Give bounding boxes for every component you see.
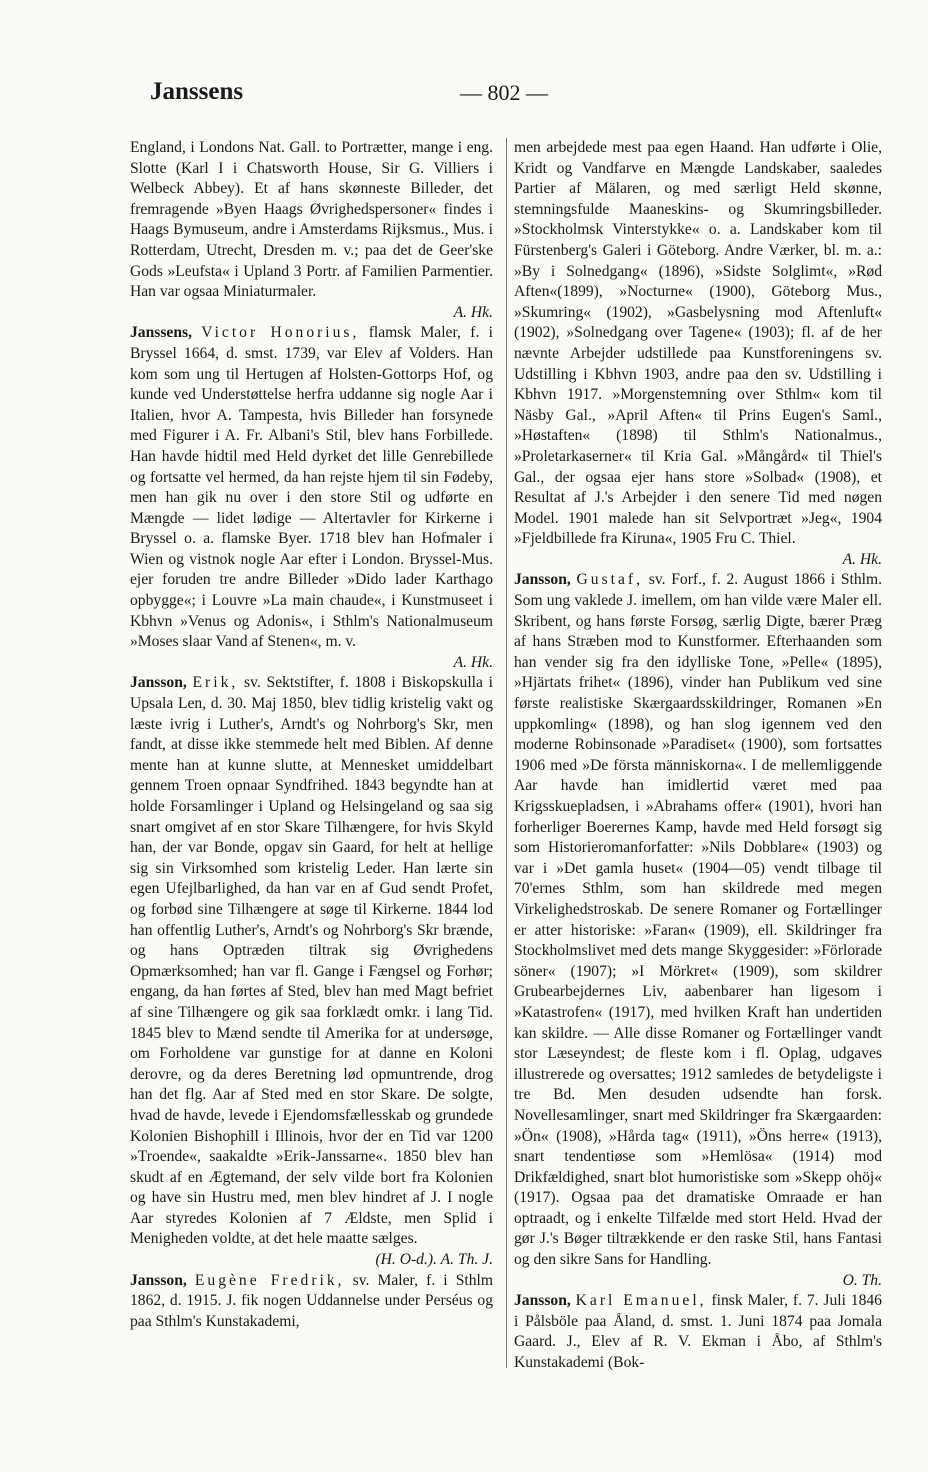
entry-text: sv. Maler, f. i Sthlm 1862, d. 1915. J. fik nogen Uddannelse under Perséus og paa Sthlm's Kunstakademi,: [130, 1271, 494, 1330]
entry-janssens-victor: [130, 323, 493, 673]
entry-jansson-gustaf: [514, 570, 882, 1291]
column-divider: [506, 138, 507, 1368]
entry-continuation: [514, 138, 882, 570]
entry-name: Eugène Fredrik,: [194, 1271, 345, 1289]
entry-signature: A. Hk.: [453, 653, 493, 671]
page-number: — 802 —: [460, 80, 548, 105]
entry-text: sv. Sektstifter, f. 1808 i Biskopskulla i Upsala Len, d. 30. Maj 1850, blev tidlig kristelig vakt og læste ivrig i Luther's, Arndt's og Nohrborg's Skr, men fandt, at disse ikke stemmede helt med Biblen. Af denne mente han at kunne slutte, at Mennesket umiddelbart gennem Troen opnaar Syndfrihed. 1843 begyndte han at holde Forsamlinger i Upland og Helsingeland og saa sig snart omgivet af en stor Skare Tilhængere, for hvis Skyld han, der var Bonde, opgav sin Gaard, for helt at hellige sig sin Virksomhed som kristelig Leder. Han lærte sin egen Ufejlbarlighed, da han var en af Gud sendt Profet, og forbød sine Tilhængere at søge til Kirkerne. 1844 lod han offentlig Luther's, Arndt's og Nohrborg's Skr brænde, og hans Optræden tiltrak sig Øvrighedens Opmærksomhed; han var fl. Gange i Fængsel og Forhør; engang, da han førtes af Sted, blev han med Magt befriet af sine Tilhængere og gik saa forklædt omkr. i lang Tid. 1845 blev to Mænd sendte til Amerika for at undersøge, om Forholdene var gunstige for at danne en Koloni derovre, og da deres Beretning lød opmuntrende, drog han det flg. Aar af Sted med en stor Skare. De solgte, hvad de havde, levede i Ejendomsfællesskab og grundede Kolonien Bishophill i Illinois, hvor der en Tid var 1200 »Troende«, saakaldte »Erik-Janssarne«. 1850 blev han skudt af en Ægtemand, der selv vilde bort fra Kolonien og have sin Hustru med, men blev hindret af J. I nogle Aar styredes Kolonien af 7 Ældste, men Splid i Menigheden voldte, at det hele maatte sælges.: [130, 674, 493, 1248]
entry-signature: A. Hk.: [842, 550, 882, 568]
entry-name: Victor Honorius,: [201, 324, 360, 342]
entry-text: men arbejdede mest paa egen Haand. Han udførte i Olie, Kridt og Vandfarve en Mængde Landskaber, saaledes Partier af Mälaren, og med særligt Held skønne, stemningsfulde Maaneskins- og Skumringsbilleder. »Stockholmsk Vinterstykke« o. a. Landskaber kom til Fürstenberg's Galeri i Göteborg. Andre Værker, bl. m. a.: »By i Solnedgang« (1896), »Sidste Solglimt«, »Rød Aften«(1899), »Nocturne« (1900), Göteborg Mus., »Skumring« (1902), »Gasbelysning mod Aftenluft« (1902), »Solnedgang over Tagene« (1903); fl. af de her nævnte Arbejder udstillede paa Kunstforeningens sv. Udstilling i Kbhvn 1903, andre paa den sv. Udstilling i Kbhvn 1917. »Morgenstemning over Sthlm« kom til Näsby Gal., »April Aften« til Prins Eugen's Saml., »Høstaften« (1898) til Sthlm's Nationalmus., »Proletarkaserner« til Kria Gal. »Mångård« til Thiel's Gal., der ogsaa ejer hans store »Solbad« (1908), et Resultat af J.'s Arbejder i den senere Tid med nøgen Model. 1901 malede han sit Selvportræt »Jeg«, 1904 »Fjeldbillede fra Kiruna«, 1905 Fru C. Thiel.: [514, 139, 882, 548]
entry-jansson-erik: [130, 673, 493, 1270]
entry-text: England, i Londons Nat. Gall. to Portrætter, mange i eng. Slotte (Karl I i Chatsworth House, Sir G. Villiers i Welbeck Abbey). Et af hans skønneste Billeder, det fremragende »Byen Haags Øvrighedspersoner« findes i Haags Bymuseum, andre i Amsterdams Rijksmus., Mus. i Rotterdam, Utrecht, Dresden m. v.; paa det de Geer'ske Gods »Leufsta« i Upland 3 Portr. af Familien Parmentier. Han var ogsaa Miniaturmaler.: [130, 139, 493, 301]
entry-signature: A. Hk.: [453, 303, 493, 321]
entry-name: Erik,: [192, 674, 239, 692]
entry-headword: Jansson,: [130, 1271, 187, 1289]
left-column: [130, 138, 493, 1332]
entry-headword: Jansson,: [130, 674, 187, 692]
entry-jansson-karl: [514, 1291, 882, 1373]
entry-continuation: [130, 138, 493, 323]
entry-headword: Janssens,: [130, 324, 192, 342]
running-head: Janssens: [150, 78, 244, 105]
entry-name: Gustaf,: [576, 571, 644, 589]
entry-name: Karl Emanuel,: [575, 1292, 707, 1310]
entry-headword: Jansson,: [514, 1292, 571, 1310]
entry-text: finsk Maler, f. 7. Juli 1846 i Pålsböle paa Åland, d. smst. 1. Juni 1874 paa Jomala Gaard. J., Elev af R. V. Ekman i Åbo, af Sthlm's Kunstakademi (Bok-: [514, 1292, 882, 1372]
entry-jansson-eugene: [130, 1271, 493, 1333]
entry-text: flamsk Maler, f. i Bryssel 1664, d. smst. 1739, var Elev af Volders. Han kom som ung til Hertugen af Holsten-Gottorps Hof, og kunde ved Understøttelse herfra uddanne sig nogle Aar i Italien, hvor A. Tampesta, hvis Billeder han forsynede med Figurer i A. Fr. Albani's Stil, blev hans Forbillede. Han havde hidtil med Held dyrket det lille Genrebillede og fortsatte vel hermed, da han rejste hjem til sin Fødeby, men han gik nu over i den store Stil og udførte en Mængde — lidet lødige — Altertavler for Kirkerne i Bryssel o. a. flamske Byer. 1718 blev han Hofmaler i Wien og vistnok nogle Aar efter i London. Bryssel-Mus. ejer foruden tre andre Billeder »Dido lader Karthago opbygge«; i Louvre »La main chaude«, i Kunstmuseet i Kbhvn »Venus og Adonis«, i Sthlm's Nationalmuseum »Moses slaar Vand af Stenen«, m. v.: [130, 324, 493, 651]
entry-headword: Jansson,: [514, 571, 571, 589]
right-column: [514, 138, 882, 1374]
entry-signature: O. Th.: [842, 1271, 882, 1289]
entry-text: sv. Forf., f. 2. August 1866 i Sthlm. Som ung vaklede J. imellem, om han vilde være Maler ell. Skribent, og hans første Forsøg, særlig Digte, bærer Præg af hans Stræben mod to Kunstformer. Efterhaanden som han vender sig fra den idylliske Tone, »Pelle« (1895), »Hjärtats frihet« (1896), vinder han Publikum ved sine første realistiske Skærgaardsskildringer, Romanen »En uppkomling« (1898), og han slog igennem ved den moderne Robinsonade »Paradiset« (1900), som fortsattes 1906 med »De första människorna«. I de mellemliggende Aar havde han imidlertid været med paa Krigsskuepladsen, i »Abrahams offer« (1901), hvori han forherliger Boerernes Kamp, havde med Held forsøgt sig som Historieromanforfatter: »Nils Dobblare« (1903) og var i »Det gamla huset« (1904—05) vendt tilbage til 70'ernes Sthlm, som han skildrede med megen Virkelighedstroskab. De senere Romaner og Fortællinger er atter historiske: »Faran« (1909), ell. Skildringer fra Stockholmslivet med dets mange Skyggesider: »Förlorade söner« (1907); »I Mörkret« (1909), som skildrer Grubearbejdernes Liv, aabenbarer han ligesom i »Katastrofen« (1917), med hvilken Kraft han undertiden kan skildre. — Alle disse Romaner og Fortællinger vandt stor Læseyndest; de fleste kom i fl. Oplag, udgaves illustrerede og oversattes; 1912 samledes de betydeligste i tre Bd. Men desuden udsendte han forsk. Novellesamlinger, snart med Skildringer fra Skærgaarden: »Ön« (1908), »Hårda tag« (1911), »Öns herre« (1913), snart tendentiøse som »Hemlösa« (1914) mod Drikfældighed, snart blot humoristiske som »Skepp ohöj« (1917). Ogsaa paa det dramatiske Omraade er han optraadt, og i enkelte Tilfælde med stort Held. Hvad der gør J.'s Bøger tiltrækkende er den raske Stil, hans Fantasi og den sikre Sans for Handling.: [514, 571, 882, 1269]
entry-signature: (H. O-d.). A. Th. J.: [375, 1251, 493, 1269]
